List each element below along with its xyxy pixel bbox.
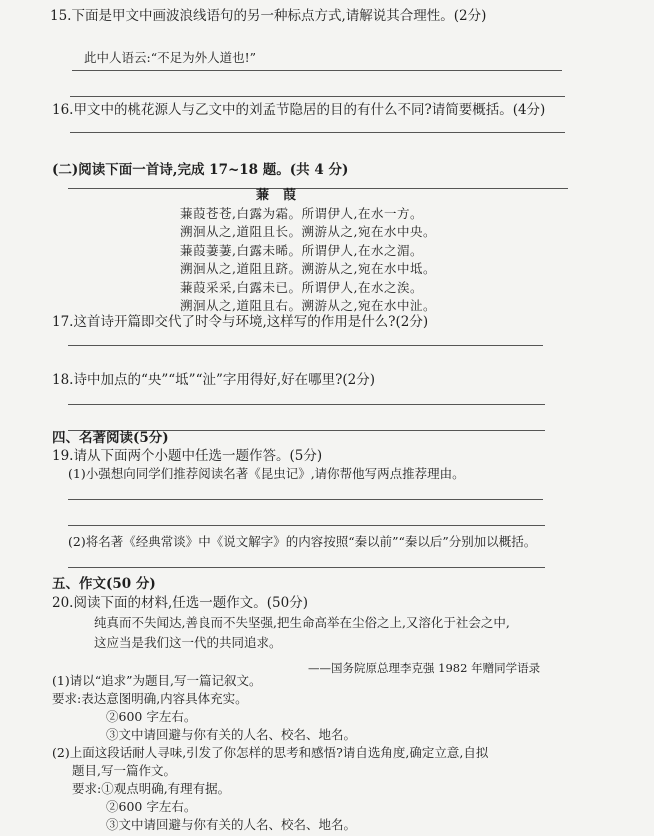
poem-title: 蒹葭: [256, 188, 311, 203]
section-4-heading: 四、名著阅读(5分): [52, 430, 169, 446]
answer-line[interactable]: [68, 404, 545, 405]
answer-line[interactable]: [68, 499, 543, 500]
answer-line[interactable]: [72, 70, 562, 71]
material-line-1: 纯真而不失闻达,善良而不失坚强,把生命高举在尘俗之上,又溶化于社会之中,: [94, 615, 510, 630]
question-20: 20.阅读下面的材料,任选一题作文。(50分): [52, 595, 308, 611]
prompt-2-line-2: 题目,写一篇作文。: [72, 763, 176, 778]
prompt-2-req-3: ③文中请回避与你有关的人名、校名、地名。: [106, 817, 357, 832]
prompt-2-requirement: 要求:①观点明确,有理有据。: [72, 781, 231, 796]
section-5-heading: 五、作文(50 分): [52, 576, 156, 592]
prompt-2-line-1: (2)上面这段话耐人寻味,引发了你怎样的思考和感悟?请自选角度,确定立意,自拟: [52, 745, 489, 760]
material-source: ——国务院原总理李克强 1982 年赠同学语录: [308, 661, 541, 675]
prompt-1-req-2: ②600 字左右。: [106, 709, 197, 724]
question-19-1: (1)小强想向同学们推荐阅读名著《昆虫记》,请你帮他写两点推荐理由。: [68, 466, 465, 481]
question-15: 15.下面是甲文中画波浪线语句的另一种标点方式,请解说其合理性。(2分): [50, 8, 487, 24]
poem-line-1: 蒹葭苍苍,白露为霜。所谓伊人,在水一方。: [180, 206, 423, 221]
poem-line-2: 溯洄从之,道阻且长。溯游从之,宛在水中央。: [180, 224, 436, 239]
answer-line[interactable]: [68, 345, 543, 346]
section-2-heading: (二)阅读下面一首诗,完成 17~18 题。(共 4 分): [52, 162, 349, 178]
poem-line-4: 溯洄从之,道阻且跻。溯游从之,宛在水中坻。: [180, 261, 436, 276]
poem-line-3: 蒹葭萋萋,白露未晞。所谓伊人,在水之湄。: [180, 243, 423, 258]
material-line-2: 这应当是我们这一代的共同追求。: [94, 635, 282, 650]
question-18: 18.诗中加点的“央”“坻”“沚”字用得好,好在哪里?(2分): [52, 372, 376, 388]
question-16: 16.甲文中的桃花源人与乙文中的刘孟节隐居的目的有什么不同?请简要概括。(4分): [52, 102, 546, 118]
prompt-2-req-2: ②600 字左右。: [106, 799, 197, 814]
prompt-1-requirement: 要求:表达意图明确,内容具体充实。: [52, 691, 248, 706]
question-19-2: (2)将名著《经典常谈》中《说文解字》的内容按照“秦以前”“秦以后”分别加以概括。: [68, 534, 537, 549]
poem-line-5: 蒹葭采采,白露未已。所谓伊人,在水之涘。: [180, 280, 423, 295]
prompt-1: (1)请以“追求”为题目,写一篇记叙文。: [52, 673, 262, 688]
prompt-1-req-3: ③文中请回避与你有关的人名、校名、地名。: [106, 727, 357, 742]
poem-line-6: 溯洄从之,道阻且右。溯游从之,宛在水中沚。: [180, 298, 436, 313]
answer-line[interactable]: [70, 96, 565, 97]
answer-line[interactable]: [68, 525, 545, 526]
section-rule: [68, 188, 568, 189]
question-17: 17.这首诗开篇即交代了时令与环境,这样写的作用是什么?(2分): [52, 314, 429, 330]
question-19: 19.请从下面两个小题中任选一题作答。(5分): [52, 448, 323, 464]
answer-line[interactable]: [68, 567, 545, 568]
question-15-quote: 此中人语云:“不足为外人道也!”: [84, 50, 257, 65]
answer-line[interactable]: [70, 132, 565, 133]
